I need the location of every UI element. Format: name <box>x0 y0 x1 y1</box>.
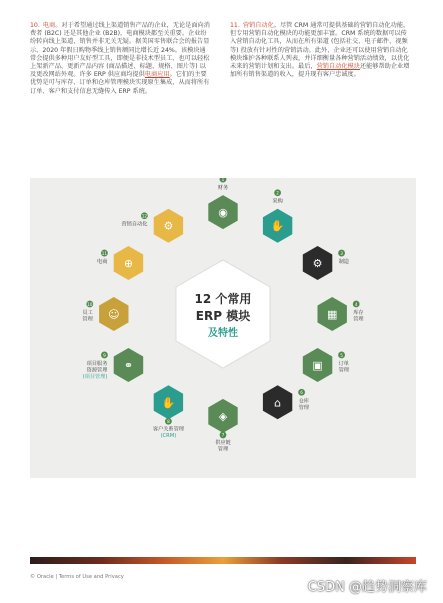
module-label: 订单 <box>338 360 349 367</box>
module-number: 3 <box>340 250 343 256</box>
module-label: 仓库 <box>298 398 309 405</box>
module-sublabel: 管理 <box>353 316 364 323</box>
module-11 <box>97 246 143 280</box>
employee-icon: ☺ <box>108 308 120 321</box>
module-number: 11 <box>101 250 108 256</box>
diagram-title-line1: 12 个常用 <box>194 292 252 306</box>
diagram-subtitle: 及特性 <box>208 328 238 339</box>
module-4 <box>318 297 365 331</box>
marketing-automation-paragraph <box>230 22 410 79</box>
ecommerce-paragraph <box>30 22 210 96</box>
module-10 <box>82 297 128 331</box>
network-icon: ⚭ <box>123 358 134 372</box>
footer-copyright[interactable]: © Oracle | Terms of Use and Privacy <box>30 574 124 580</box>
module-7 <box>208 399 237 453</box>
module-sublabel: (项目管理) <box>82 373 108 380</box>
module-12 <box>121 209 183 243</box>
module-5 <box>303 348 350 382</box>
module-8 <box>153 385 185 438</box>
marketing-module-link[interactable]: 营销自动化模块 <box>316 63 360 71</box>
module-number: 5 <box>340 352 343 358</box>
module-9 <box>83 348 144 382</box>
module-number: 8 <box>167 419 170 425</box>
module-number: 9 <box>103 352 106 358</box>
cart-icon: ⊕ <box>123 257 134 271</box>
module-label: 营销自动化 <box>121 221 148 228</box>
module-sublabel: 管理 <box>338 367 349 374</box>
module-number: 6 <box>300 390 303 396</box>
paragraph-text-end: 还能够帮助企业增加所有销售渠道的收入，提升现有客户忠诚度。 <box>230 63 410 79</box>
erp-modules-diagram <box>30 178 416 478</box>
module-label: 采购 <box>272 198 283 205</box>
paragraph-text: 。尽管 CRM 通常可提供基础的营销自动化功能，但专用营销自动化模块的功能更加丰富。CRM 系统的数据可以传入营销自动化工具，从而在所有渠道 (包括社交、电子邮件、视频等) 投放有针对性的营销活动。此外，企业还可以使用营销自动化模块维护各种联系人列表，并详细衡量各种营销活动绩效，以优化未来的营销计划和支出。最后， <box>230 22 410 71</box>
ecommerce-app-link[interactable]: 电商应用 <box>144 71 170 79</box>
coins-icon: ◉ <box>218 206 228 220</box>
module-1 <box>208 178 237 229</box>
module-label: 供应链 <box>215 439 231 446</box>
item-number: 11. <box>230 22 240 29</box>
supply-box-icon: ◈ <box>218 409 228 423</box>
module-label: 项目服务 <box>86 360 108 367</box>
item-keyword: 营销自动化 <box>242 22 274 29</box>
module-label: 库存 <box>353 310 364 316</box>
module-label: 电商 <box>97 259 108 266</box>
purchase-hand-icon: ✋ <box>270 219 285 233</box>
module-2 <box>263 189 292 242</box>
module-label: 员工 <box>82 310 93 316</box>
module-sublabel: 管理 <box>82 316 93 323</box>
warehouse-icon: ⌂ <box>274 396 282 410</box>
module-number: 1 <box>221 178 225 182</box>
module-number: 2 <box>276 190 279 196</box>
decorative-strip <box>30 557 416 564</box>
module-number: 4 <box>354 301 358 307</box>
paragraph-text-end: 。它们的主要优势是可与库存、订单和仓库管理模块实现原生集成，从而将所有订单、客户和支付信息无缝传入 ERP 系统。 <box>30 71 210 95</box>
module-label: 制造 <box>338 259 349 266</box>
watermark: CSDN @趋势洞察库 <box>307 580 427 595</box>
gears-icon: ⚙ <box>312 257 323 271</box>
settings-icon: ⚙ <box>163 219 174 233</box>
module-sublabel: 资源管理 <box>86 367 108 374</box>
diagram-svg <box>30 178 416 478</box>
order-box-icon: ▣ <box>312 358 323 372</box>
module-3 <box>303 246 349 280</box>
handshake-icon: ✋ <box>161 396 176 410</box>
module-sublabel: 管理 <box>298 404 309 411</box>
module-label: 财务 <box>217 185 229 192</box>
module-label: 客户关系管理 <box>152 426 184 433</box>
module-6 <box>263 385 310 419</box>
module-number: 12 <box>141 213 148 219</box>
item-number: 10. <box>30 22 40 29</box>
paragraph-text: 。对于希望通过线上渠道销售产品的企业，无论是面向消费者 (B2C) 还是其他企业 (B2B)，电商模块都至关重要。企业纷纷转向线上渠道，销售并非无关无疑。据美国零售联合会的报告显示，2020 年假日购物季线上销售额同比增长近 24%。该模块通常会提供多种用户友好型工具，即便是非技术型员工，也可以轻松上架新产品、更新产品内容 (商品描述、标题、规格、图片等) 以及更改网站外观。许多 ERP 供应商均提供 <box>30 22 210 79</box>
diagram-title-line2: ERP 模块 <box>195 309 251 323</box>
module-number: 7 <box>221 432 225 438</box>
module-sublabel: 管理 <box>217 446 229 453</box>
module-sublabel: (CRM) <box>160 432 177 439</box>
item-keyword: 电商 <box>42 22 56 29</box>
boxes-icon: ▦ <box>326 308 338 321</box>
module-number: 10 <box>87 301 93 307</box>
